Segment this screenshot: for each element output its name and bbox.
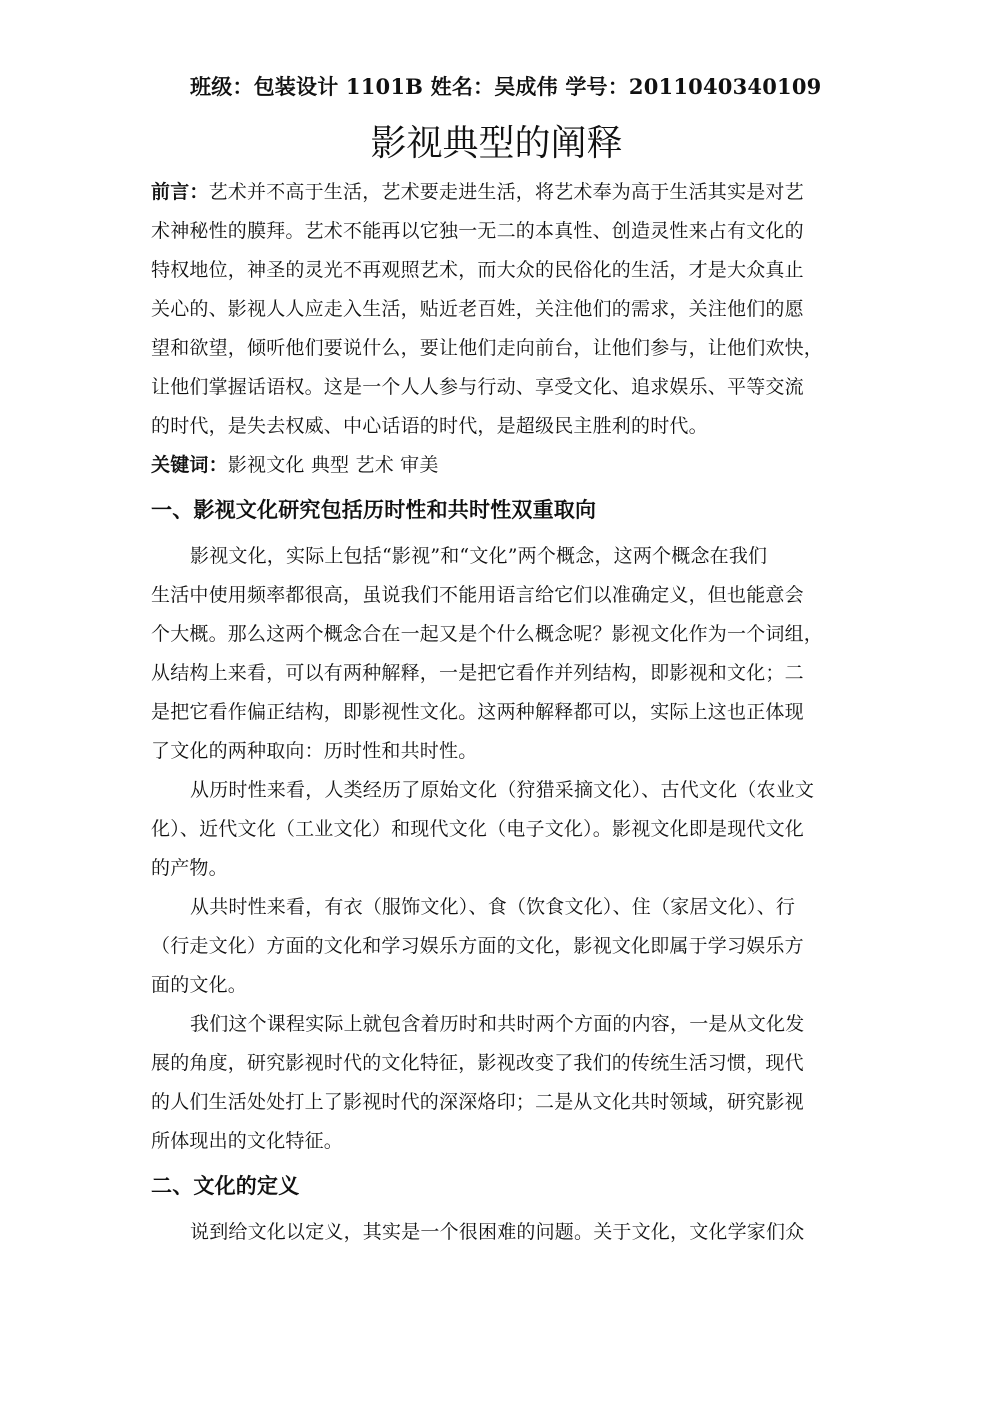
preface-line: 望和欲望，倾听他们要说什么，要让他们走向前台，让他们参与，让他们欢快， (151, 337, 824, 359)
paragraph-line: 面的文化。 (151, 974, 248, 996)
student-info-header: 班级：包装设计 1101B 姓名：吴成伟 学号：2011040340109 (190, 74, 822, 99)
preface-line: 术神秘性的膜拜。艺术不能再以它独一无二的本真性、创造灵性来占有文化的 (151, 220, 804, 242)
keywords-line (151, 453, 439, 477)
section-2-heading: 二、文化的定义 (151, 1173, 300, 1198)
paragraph-line: 所体现出的文化特征。 (151, 1130, 344, 1152)
section-1-heading: 一、影视文化研究包括历时性和共时性双重取向 (151, 497, 597, 522)
keywords-text: 影视文化 典型 艺术 审美 (227, 454, 439, 476)
preface-line: 关心的、影视人人应走入生活，贴近老百姓，关注他们的需求，关注他们的愿 (151, 298, 804, 320)
paragraph-line: 影视文化，实际上包括“影视”和“文化”两个概念，这两个概念在我们 (190, 545, 768, 567)
paragraph-line: 从结构上来看，可以有两种解释，一是把它看作并列结构，即影视和文化；二 (151, 662, 804, 684)
paragraph-line: 个大概。那么这两个概念合在一起又是个什么概念呢？影视文化作为一个词组， (151, 623, 824, 645)
preface-line: 特权地位，神圣的灵光不再观照艺术，而大众的民俗化的生活，才是大众真止 (151, 259, 804, 281)
paragraph-line: 从共时性来看，有衣（服饰文化）、食（饮食文化）、住（家居文化）、行 (190, 896, 796, 918)
paragraph-line: 从历时性来看，人类经历了原始文化（狩猎采摘文化）、古代文化（农业文 (190, 779, 815, 801)
paragraph-line: 说到给文化以定义，其实是一个很困难的问题。关于文化，文化学家们众 (190, 1221, 805, 1243)
preface-text: 艺术并不高于生活，艺术要走进生活，将艺术奉为高于生活其实是对艺 (208, 181, 804, 203)
paragraph-line: （行走文化）方面的文化和学习娱乐方面的文化，影视文化即属于学习娱乐方 (151, 935, 804, 957)
paragraph-line: 是把它看作偏正结构，即影视性文化。这两种解释都可以，实际上这也正体现 (151, 701, 804, 723)
paragraph-line: 的人们生活处处打上了影视时代的深深烙印；二是从文化共时领域，研究影视 (151, 1091, 804, 1113)
paragraph-line: 化）、近代文化（工业文化）和现代文化（电子文化）。影视文化即是现代文化 (151, 818, 805, 840)
preface-label: 前言： (151, 181, 209, 203)
paragraph-line: 的产物。 (151, 857, 228, 879)
paragraph-line: 生活中使用频率都很高，虽说我们不能用语言给它们以准确定义，但也能意会 (151, 584, 804, 606)
paragraph-line: 了文化的两种取向：历时性和共时性。 (151, 740, 478, 762)
paragraph-line: 我们这个课程实际上就包含着历时和共时两个方面的内容，一是从文化发 (190, 1013, 805, 1035)
document-title: 影视典型的阐释 (370, 123, 623, 164)
keywords-label: 关键词： (151, 454, 228, 476)
preface-line: 让他们掌握话语权。这是一个人人参与行动、享受文化、追求娱乐、平等交流 (151, 376, 804, 398)
paragraph-line: 展的角度，研究影视时代的文化特征，影视改变了我们的传统生活习惯，现代 (151, 1052, 804, 1074)
preface-line: 的时代，是失去权威、中心话语的时代，是超级民主胜利的时代。 (151, 415, 708, 437)
preface-line-1 (151, 180, 804, 204)
